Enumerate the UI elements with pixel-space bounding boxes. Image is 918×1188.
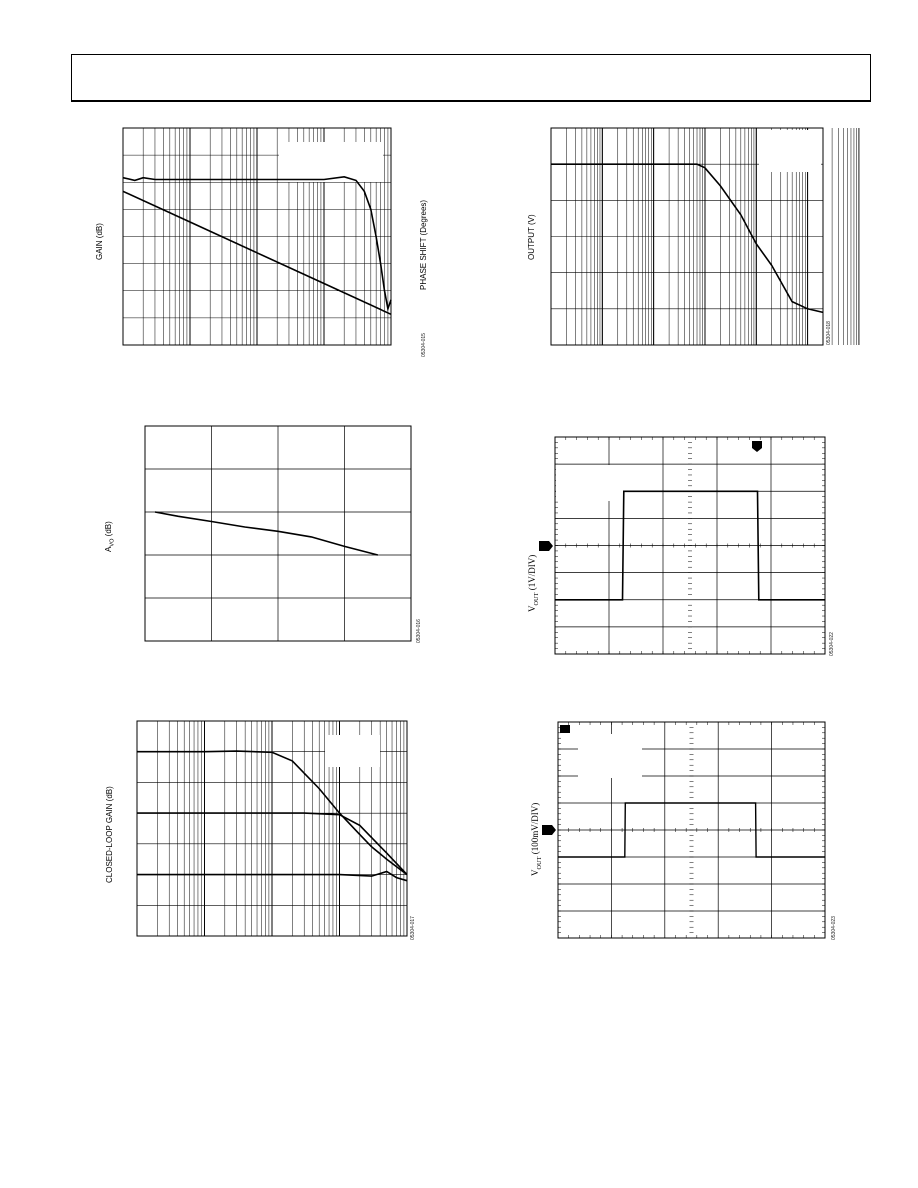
- output-ylabel: OUTPUT (V): [527, 214, 536, 260]
- large-signal-ylabel-main: V: [527, 605, 537, 612]
- large-signal-plot: [555, 437, 825, 654]
- closed-loop-figure-id: 05304-017: [410, 916, 416, 940]
- gain-phase-ylabel-left: GAIN (dB): [95, 223, 104, 260]
- small-signal-plot: [558, 722, 825, 938]
- gain-phase-figure-id: 05304-015: [421, 333, 427, 357]
- large-signal-chart: [555, 437, 825, 659]
- gain-phase-legend-blank: [279, 142, 383, 182]
- trigger-marker-icon: [752, 441, 762, 452]
- gain-phase-ylabel-right: PHASE SHIFT (Degrees): [419, 199, 428, 290]
- output-plot: [551, 128, 823, 345]
- small-signal-legend-blank: [578, 734, 642, 778]
- small-signal-chart: [558, 722, 825, 943]
- closed-loop-legend-blank: [325, 735, 380, 767]
- small-signal-ylabel: [530, 803, 543, 876]
- large-signal-ylabel-sub: OUT: [532, 592, 540, 606]
- closed-loop-chart: [137, 721, 407, 941]
- ground-marker-icon: [542, 825, 556, 835]
- closed-loop-plot: [137, 721, 407, 936]
- large-signal-ylabel-unit: (1V/DIV): [527, 554, 537, 593]
- output-legend-blank: [759, 130, 821, 172]
- large-signal-figure-id: 05304-022: [829, 632, 835, 656]
- small-signal-ylabel-unit: (100mV/DIV): [530, 802, 540, 857]
- avo-figure-id: 05304-016: [416, 619, 422, 643]
- trigger-marker-icon: [560, 725, 570, 733]
- closed-loop-ylabel: CLOSED-LOOP GAIN (dB): [105, 786, 114, 883]
- page-header-box: [71, 54, 871, 102]
- small-signal-ylabel-sub: OUT: [535, 856, 543, 870]
- output-series-line: [551, 164, 823, 312]
- avo-plot: [145, 426, 411, 641]
- gain-phase-chart: [123, 128, 391, 350]
- gain-phase-plot: [123, 128, 391, 345]
- ground-marker-icon: [539, 541, 553, 551]
- avo-chart: [145, 426, 411, 646]
- large-signal-legend-blank: [556, 465, 632, 501]
- small-signal-figure-id: 05304-023: [831, 916, 837, 940]
- output-figure-id: 05304-018: [826, 321, 832, 345]
- avo-ylabel-main: A: [104, 546, 113, 552]
- avo-grid: [145, 426, 411, 641]
- small-signal-ylabel-main: V: [530, 869, 540, 876]
- output-chart: [551, 128, 823, 350]
- avo-ylabel-unit: (dB): [104, 521, 113, 539]
- large-signal-ylabel: [527, 555, 540, 612]
- avo-ylabel: [104, 521, 116, 552]
- avo-ylabel-sub: VO: [109, 538, 116, 547]
